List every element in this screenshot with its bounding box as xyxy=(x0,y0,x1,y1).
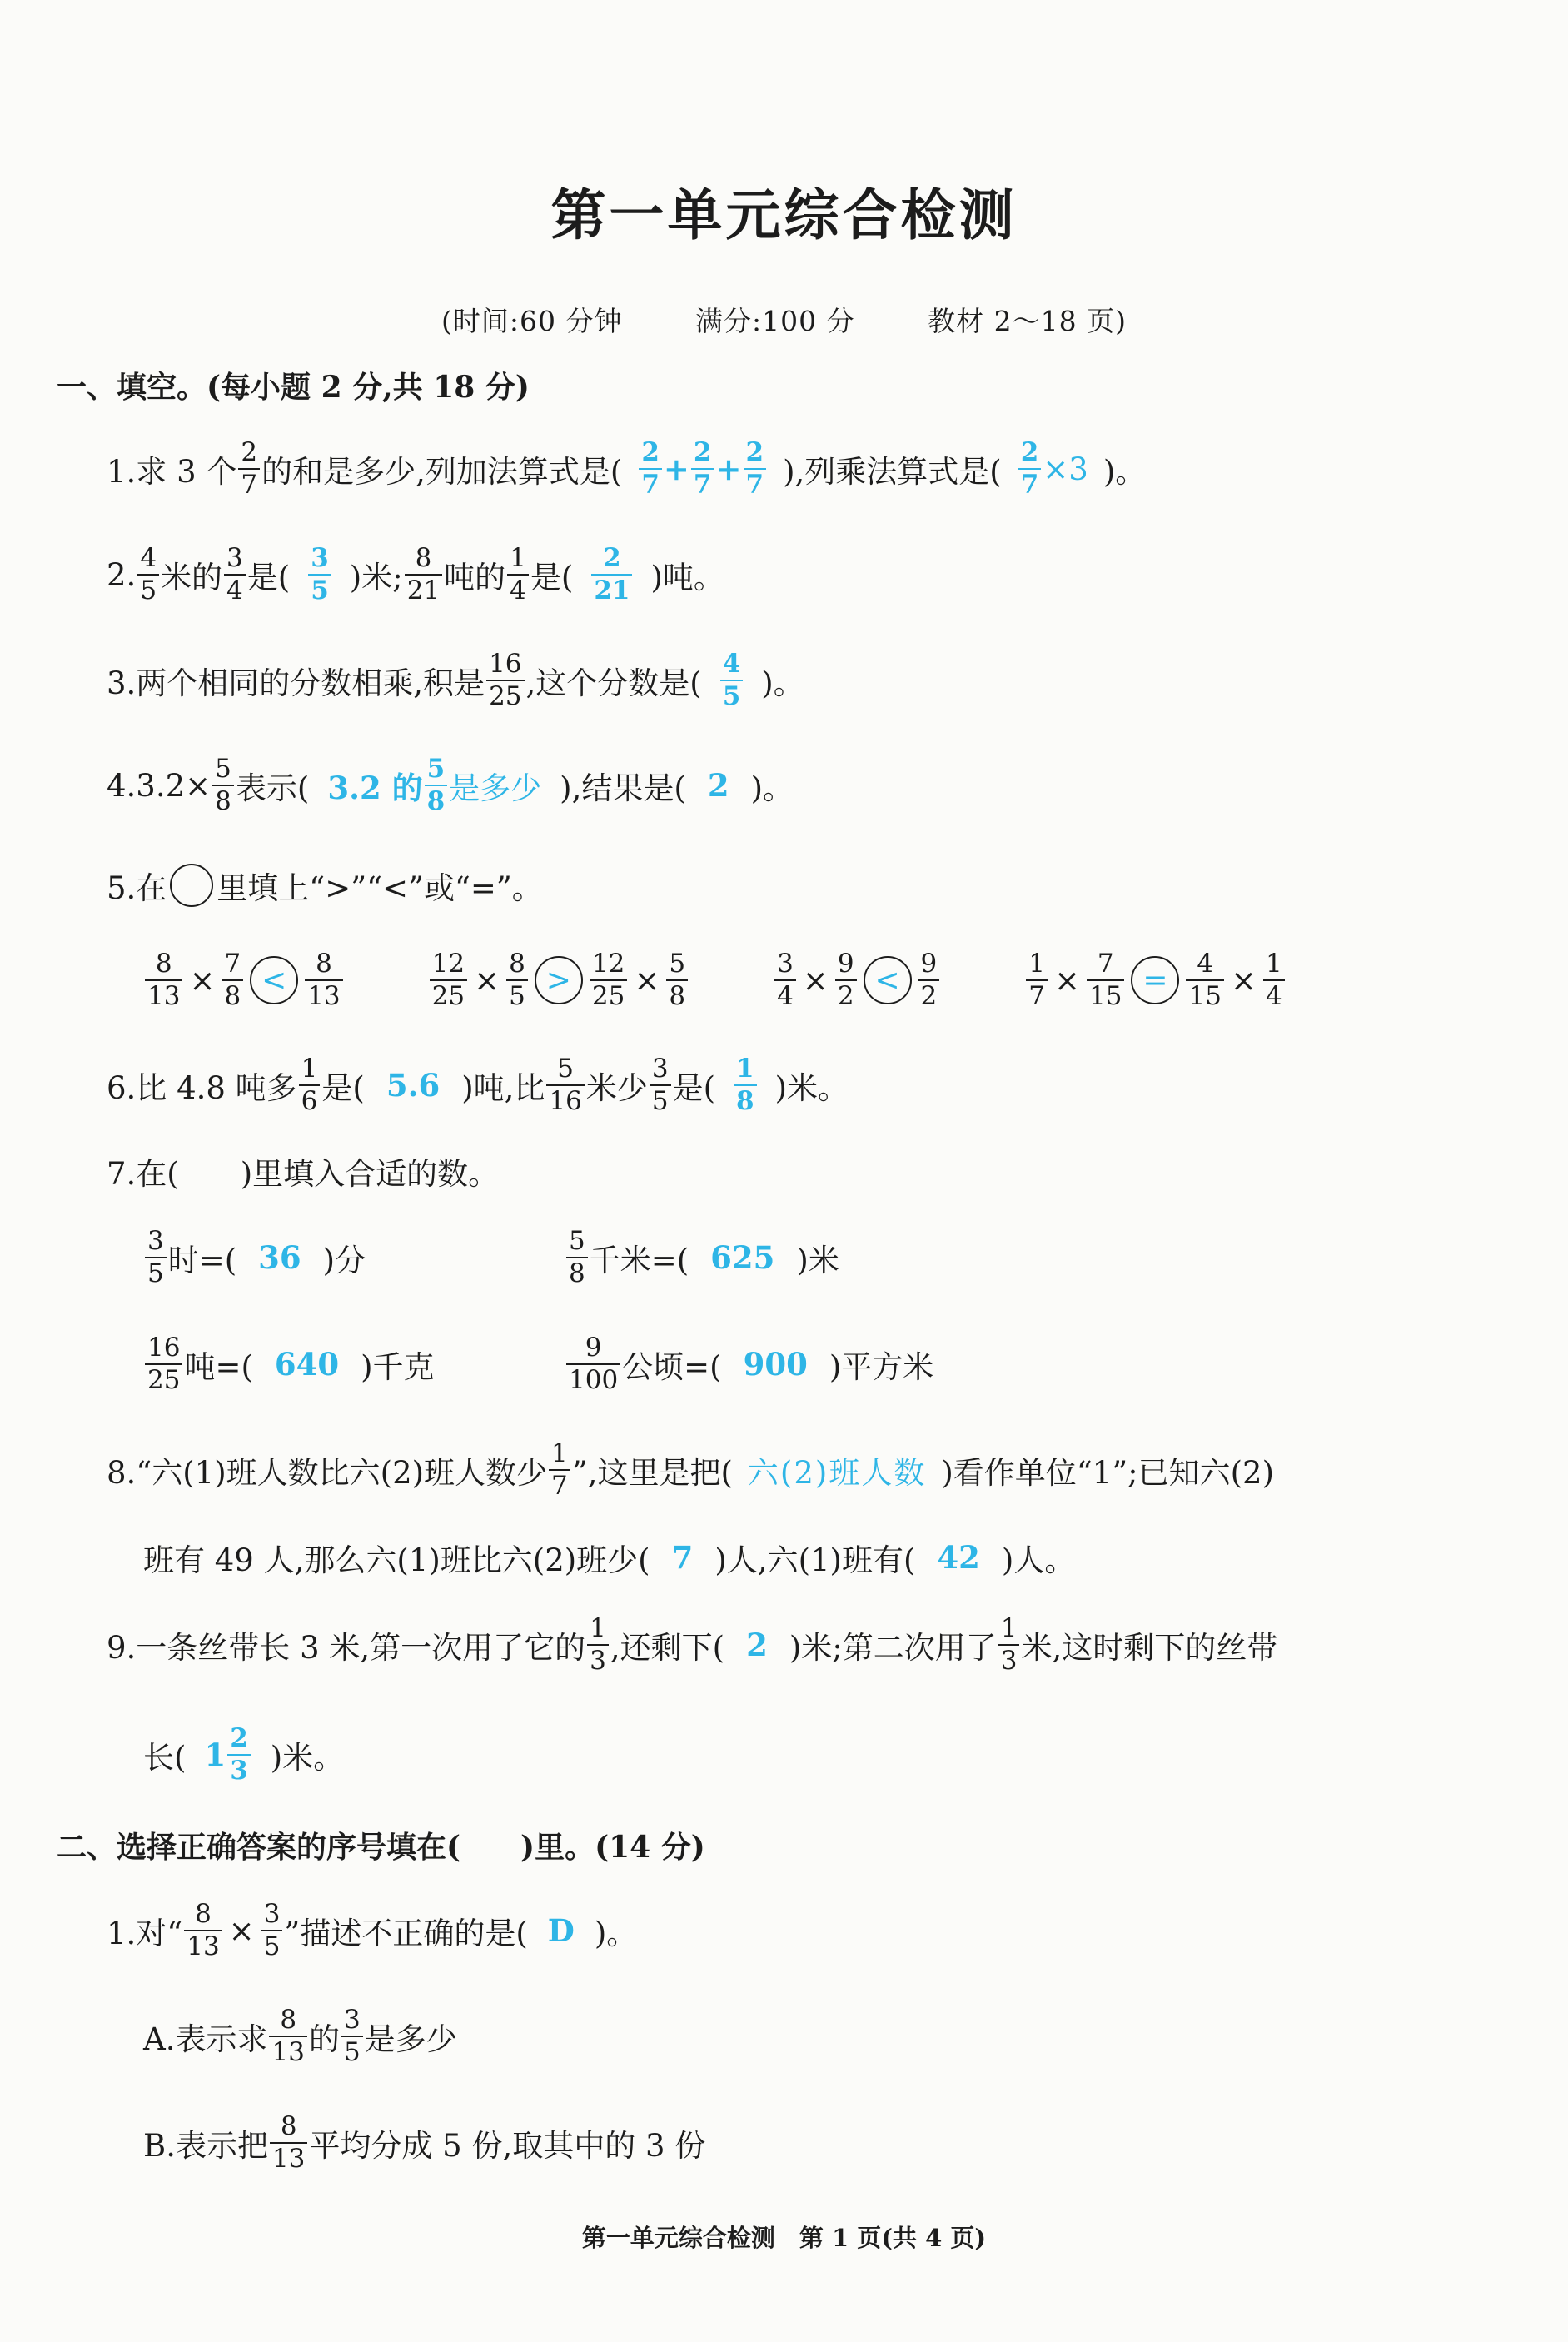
text-segment: 表示( xyxy=(235,770,310,806)
text-segment: ),列乘法算式是( xyxy=(783,454,1002,490)
text-segment: )米 xyxy=(796,1243,839,1278)
comparison-1 xyxy=(143,950,345,1009)
section-2-heading: 二、选择正确答案的序号填在( )里。(14 分) xyxy=(57,1829,705,1865)
answer-q8-1: 六(2)班人数 xyxy=(747,1455,927,1491)
fraction-denominator: 4 xyxy=(507,574,529,605)
text-segment: )看作单位“1”;已知六(2) xyxy=(941,1455,1275,1491)
fraction-denominator: 15 xyxy=(1186,979,1223,1010)
question-2 xyxy=(107,533,724,616)
fraction xyxy=(998,1615,1020,1674)
fraction-numerator: 8 xyxy=(195,1899,212,1930)
fraction-denominator: 4 xyxy=(774,979,796,1010)
fraction-denominator: 15 xyxy=(1087,979,1124,1010)
text-segment: 3.2 的 xyxy=(327,770,423,806)
answer-q2-2 xyxy=(591,545,632,604)
fraction-numerator: 4 xyxy=(140,543,157,574)
text-segment: 9.一条丝带长 3 米,第一次用了它的 xyxy=(107,1630,586,1666)
answer-q7-1: 36 xyxy=(258,1239,301,1276)
fraction-denominator: 21 xyxy=(405,574,442,605)
fraction-numerator: 3 xyxy=(311,543,329,574)
fraction-numerator: 12 xyxy=(431,949,465,979)
text-segment: )米。 xyxy=(774,1070,849,1106)
q7-row-2a xyxy=(143,1323,435,1406)
fraction xyxy=(744,439,767,498)
text-segment: 时=( xyxy=(167,1243,237,1278)
fraction xyxy=(425,755,448,815)
text-segment: ”描述不正确的是( xyxy=(284,1916,528,1951)
fraction-denominator: 4 xyxy=(224,574,246,605)
fraction-numerator: 8 xyxy=(509,949,525,979)
text-segment: )吨。 xyxy=(650,560,724,595)
fraction xyxy=(1018,439,1042,498)
text-segment: 是( xyxy=(321,1070,365,1106)
fraction xyxy=(1026,950,1048,1009)
answer-q2-1 xyxy=(308,545,331,604)
fraction-denominator: 7 xyxy=(639,468,662,499)
exam-info xyxy=(0,300,1568,339)
answer-q4-2: 2 xyxy=(707,767,729,804)
fraction-numerator: 5 xyxy=(426,754,446,785)
text-segment: 1 xyxy=(204,1737,226,1773)
fraction-denominator: 3 xyxy=(998,1644,1020,1675)
fraction xyxy=(774,950,796,1009)
fraction xyxy=(145,1334,182,1393)
fraction xyxy=(639,439,662,498)
text-segment: 长( xyxy=(143,1740,187,1776)
answer-choice-1: D xyxy=(547,1912,575,1949)
fraction-numerator: 4 xyxy=(1197,949,1214,979)
text-segment: × xyxy=(474,962,500,999)
answer-q3 xyxy=(720,650,744,710)
fraction-numerator: 5 xyxy=(215,754,231,785)
text-segment: )米。 xyxy=(270,1740,345,1776)
question-3 xyxy=(107,639,804,722)
fraction-denominator: 5 xyxy=(650,1084,671,1115)
fraction xyxy=(590,950,627,1009)
text-segment: 的和是多少,列加法算式是( xyxy=(261,454,623,490)
text-segment: B.表示把 xyxy=(143,2128,268,2164)
question-4 xyxy=(107,744,794,827)
circle-icon xyxy=(170,864,213,907)
fraction xyxy=(835,950,857,1009)
fraction xyxy=(212,755,234,815)
text-segment: 是( xyxy=(672,1070,716,1106)
comparison-3 xyxy=(773,950,941,1009)
text-segment: )分 xyxy=(322,1243,366,1278)
answer-q8-3: 42 xyxy=(937,1539,980,1576)
fraction-denominator: 8 xyxy=(734,1084,757,1115)
fraction xyxy=(145,1228,167,1287)
fraction-numerator: 2 xyxy=(641,437,660,468)
fraction-numerator: 16 xyxy=(147,1333,181,1363)
text-segment: 1.对“ xyxy=(107,1916,183,1951)
comparison-2 xyxy=(428,950,689,1009)
answer-q6-2 xyxy=(734,1055,757,1114)
fraction-numerator: 1 xyxy=(736,1054,754,1084)
text-segment: 是多少 xyxy=(449,770,542,806)
page-footer: 第一单元综合检测 第 1 页(共 4 页) xyxy=(581,2224,987,2252)
answer-q7-3: 640 xyxy=(274,1346,340,1383)
text-segment: )。 xyxy=(1103,454,1147,490)
text-segment: )千克 xyxy=(361,1349,435,1385)
answer-circle: < xyxy=(864,956,912,1004)
fraction xyxy=(224,545,246,604)
fraction-numerator: 3 xyxy=(226,543,243,574)
time-info: (时间:60 分钟 xyxy=(441,305,623,337)
fraction xyxy=(238,439,260,498)
fraction-numerator: 9 xyxy=(585,1333,602,1363)
text-segment: × xyxy=(634,962,660,999)
answer-circle: < xyxy=(250,956,298,1004)
fraction xyxy=(486,650,524,710)
fraction-denominator: 25 xyxy=(430,979,467,1010)
fraction-numerator: 9 xyxy=(920,949,938,979)
text-segment: )米;第二次用了 xyxy=(789,1630,997,1666)
text-segment: ),结果是( xyxy=(560,770,686,806)
fraction-denominator: 3 xyxy=(227,1754,251,1785)
fraction-numerator: 2 xyxy=(745,437,764,468)
fraction-denominator: 5 xyxy=(137,574,159,605)
text-segment: 1.求 3 个 xyxy=(107,454,237,490)
fraction xyxy=(691,439,714,498)
text-segment: × xyxy=(1230,962,1257,999)
fraction-denominator: 7 xyxy=(691,468,714,499)
fraction-numerator: 5 xyxy=(557,1054,575,1084)
fraction-denominator: 8 xyxy=(222,979,243,1010)
text-segment: )。 xyxy=(750,770,794,806)
fraction-numerator: 3 xyxy=(651,1054,669,1084)
fraction xyxy=(137,545,159,604)
fraction-numerator: 7 xyxy=(1097,949,1114,979)
fraction-denominator: 2 xyxy=(918,979,940,1010)
fraction xyxy=(305,950,342,1009)
text-segment: 公顷=( xyxy=(622,1349,722,1385)
fraction xyxy=(650,1055,671,1114)
text-segment: + xyxy=(715,451,742,487)
answer-circle: > xyxy=(535,956,583,1004)
text-segment: )人,六(1)班有( xyxy=(714,1542,916,1578)
text-segment: 米的 xyxy=(161,560,223,595)
text-segment: A.表示求 xyxy=(143,2021,268,2057)
fraction-denominator: 13 xyxy=(270,2142,307,2173)
fraction-numerator: 2 xyxy=(1020,437,1039,468)
text-segment: × xyxy=(228,1912,255,1949)
text-segment: ”,这里是把( xyxy=(571,1455,733,1491)
fraction-denominator: 7 xyxy=(744,468,767,499)
fraction xyxy=(145,950,182,1009)
text-segment: ,这个分数是( xyxy=(525,665,702,701)
fraction-denominator: 13 xyxy=(305,979,342,1010)
fraction-denominator: 25 xyxy=(486,680,524,710)
fraction xyxy=(270,2113,307,2172)
text-segment: 班有 49 人,那么六(1)班比六(2)班少( xyxy=(143,1542,650,1578)
fraction-denominator: 100 xyxy=(566,1363,620,1394)
text-segment: 5.在 xyxy=(107,870,167,906)
fraction-denominator: 25 xyxy=(590,979,627,1010)
score-info: 满分:100 分 xyxy=(695,305,855,337)
fraction-numerator: 2 xyxy=(603,543,621,574)
fraction xyxy=(566,1334,620,1393)
fraction xyxy=(227,1725,251,1784)
fraction-denominator: 2 xyxy=(835,979,857,1010)
fraction-denominator: 25 xyxy=(145,1363,182,1394)
fraction xyxy=(507,545,529,604)
text-segment: × xyxy=(189,962,216,999)
fraction-numerator: 1 xyxy=(1000,1613,1018,1644)
question-9 xyxy=(107,1603,1277,1687)
fraction-denominator: 5 xyxy=(341,2036,363,2066)
fraction-denominator: 4 xyxy=(1263,979,1285,1010)
fraction-denominator: 8 xyxy=(566,1257,588,1288)
pages-info: 教材 2～18 页) xyxy=(928,305,1127,337)
text-segment: ,还剩下( xyxy=(610,1630,725,1666)
text-segment: )。 xyxy=(761,665,804,701)
fraction-numerator: 8 xyxy=(155,949,172,979)
text-segment: 8.“六(1)班人数比六(2)班人数少 xyxy=(107,1455,548,1491)
fraction-numerator: 2 xyxy=(241,437,258,468)
fraction-numerator: 1 xyxy=(1265,949,1282,979)
fraction xyxy=(341,2006,363,2065)
fraction-denominator: 8 xyxy=(212,785,234,815)
q7-row-1b xyxy=(565,1216,839,1299)
q7-row-1a xyxy=(143,1216,366,1299)
fraction-numerator: 2 xyxy=(230,1723,248,1754)
text-segment: 千米=( xyxy=(589,1243,689,1278)
fraction xyxy=(1087,950,1124,1009)
text-segment: 6.比 4.8 吨多 xyxy=(107,1070,297,1106)
page-title: 第一单元综合检测 xyxy=(550,182,1018,247)
fraction xyxy=(222,950,243,1009)
question-7: 7.在( )里填入合适的数。 xyxy=(107,1156,500,1192)
fraction-denominator: 5 xyxy=(145,1257,167,1288)
fraction xyxy=(549,1440,570,1499)
text-segment: 里填上“>”“<”或“=”。 xyxy=(217,870,543,906)
fraction-denominator: 3 xyxy=(587,1644,609,1675)
text-segment: × xyxy=(1054,962,1081,999)
fraction-numerator: 16 xyxy=(489,649,522,680)
fraction-numerator: 1 xyxy=(551,1438,568,1469)
fraction xyxy=(430,950,467,1009)
question-6 xyxy=(107,1044,849,1127)
answer-q9-1: 2 xyxy=(746,1627,768,1663)
answer-q4-1 xyxy=(327,755,541,815)
text-segment: 平均分成 5 份,取其中的 3 份 xyxy=(309,2128,706,2164)
question-1 xyxy=(107,427,1146,511)
fraction-numerator: 4 xyxy=(722,649,741,680)
text-segment: )吨,比 xyxy=(461,1070,545,1106)
fraction xyxy=(666,950,688,1009)
fraction-denominator: 7 xyxy=(1026,979,1048,1010)
fraction-denominator: 5 xyxy=(308,574,331,605)
comparison-4 xyxy=(1024,950,1286,1009)
fraction xyxy=(269,2006,306,2065)
text-segment: )米; xyxy=(349,560,403,595)
fraction xyxy=(1263,950,1285,1009)
text-segment: 2. xyxy=(107,556,137,593)
fraction-denominator: 5 xyxy=(720,680,744,710)
answer-q7-2: 625 xyxy=(710,1239,775,1276)
fraction-denominator: 5 xyxy=(261,1930,283,1961)
answer-q7-4: 900 xyxy=(743,1346,808,1383)
text-segment: 的 xyxy=(308,2021,340,2057)
fraction-denominator: 7 xyxy=(1018,468,1042,499)
fraction xyxy=(566,1228,588,1287)
fraction-numerator: 8 xyxy=(415,543,432,574)
fraction-numerator: 12 xyxy=(591,949,625,979)
fraction-denominator: 8 xyxy=(425,785,448,815)
text-segment: 是( xyxy=(530,560,574,595)
fraction-denominator: 7 xyxy=(238,468,260,499)
text-segment: 是( xyxy=(246,560,291,595)
fraction-numerator: 5 xyxy=(569,1226,585,1257)
answer-q8-2: 7 xyxy=(671,1539,694,1576)
fraction-denominator: 13 xyxy=(269,2036,306,2066)
option-a xyxy=(143,1995,457,2078)
fraction-numerator: 2 xyxy=(693,437,712,468)
text-segment: × xyxy=(802,962,829,999)
fraction-denominator: 13 xyxy=(145,979,182,1010)
fraction-numerator: 1 xyxy=(590,1613,606,1644)
answer-add xyxy=(637,439,768,498)
section-1-heading: 一、填空。(每小题 2 分,共 18 分) xyxy=(57,369,530,405)
answer-circle: = xyxy=(1131,956,1179,1004)
fraction-numerator: 3 xyxy=(777,949,794,979)
fraction xyxy=(546,1055,584,1114)
fraction-numerator: 1 xyxy=(1028,949,1046,979)
fraction-numerator: 8 xyxy=(280,2111,297,2142)
fraction-numerator: 3 xyxy=(263,1899,281,1930)
fraction-numerator: 7 xyxy=(224,949,241,979)
fraction-denominator: 7 xyxy=(549,1469,570,1500)
fraction-numerator: 1 xyxy=(301,1054,318,1084)
fraction xyxy=(261,1901,283,1960)
fraction-denominator: 21 xyxy=(591,574,632,605)
fraction-numerator: 1 xyxy=(510,543,526,574)
fraction-denominator: 13 xyxy=(184,1930,222,1961)
fraction xyxy=(299,1055,321,1114)
fraction-denominator: 8 xyxy=(666,979,688,1010)
question-5 xyxy=(107,844,543,927)
text-segment: 米,这时剩下的丝带 xyxy=(1021,1630,1278,1666)
answer-multiply xyxy=(1017,439,1088,498)
fraction-denominator: 16 xyxy=(546,1084,584,1115)
fraction xyxy=(405,545,442,604)
text-segment: 4.3.2× xyxy=(107,767,212,804)
answer-q9-2 xyxy=(204,1725,251,1784)
text-segment: 吨=( xyxy=(184,1349,253,1385)
choice-question-1 xyxy=(107,1889,637,1972)
fraction-numerator: 8 xyxy=(280,2005,297,2036)
fraction-numerator: 5 xyxy=(669,949,686,979)
fraction-numerator: 8 xyxy=(316,949,332,979)
fraction-numerator: 3 xyxy=(343,2005,361,2036)
question-8-line-2 xyxy=(143,1516,1075,1599)
fraction-denominator: 5 xyxy=(506,979,528,1010)
fraction-denominator: 6 xyxy=(299,1084,321,1115)
question-9-line-2 xyxy=(143,1713,344,1796)
text-segment: 米少 xyxy=(585,1070,648,1106)
text-segment: )人。 xyxy=(1001,1542,1076,1578)
fraction xyxy=(184,1901,222,1960)
answer-q6-1: 5.6 xyxy=(386,1067,441,1104)
text-segment: 吨的 xyxy=(444,560,506,595)
fraction xyxy=(587,1615,609,1674)
text-segment: )。 xyxy=(594,1916,638,1951)
comparison-row xyxy=(143,939,1287,1022)
fraction xyxy=(506,950,528,1009)
text-segment: ×3 xyxy=(1043,451,1088,487)
text-segment: 3.两个相同的分数相乘,积是 xyxy=(107,665,485,701)
text-segment: )平方米 xyxy=(829,1349,934,1385)
text-segment: 是多少 xyxy=(364,2021,457,2057)
fraction-numerator: 3 xyxy=(147,1226,164,1257)
text-segment: + xyxy=(663,451,689,487)
question-8 xyxy=(107,1428,1274,1512)
fraction-numerator: 9 xyxy=(837,949,854,979)
fraction xyxy=(1186,950,1223,1009)
option-b xyxy=(143,2101,705,2185)
fraction xyxy=(918,950,940,1009)
q7-row-2b xyxy=(565,1323,933,1406)
